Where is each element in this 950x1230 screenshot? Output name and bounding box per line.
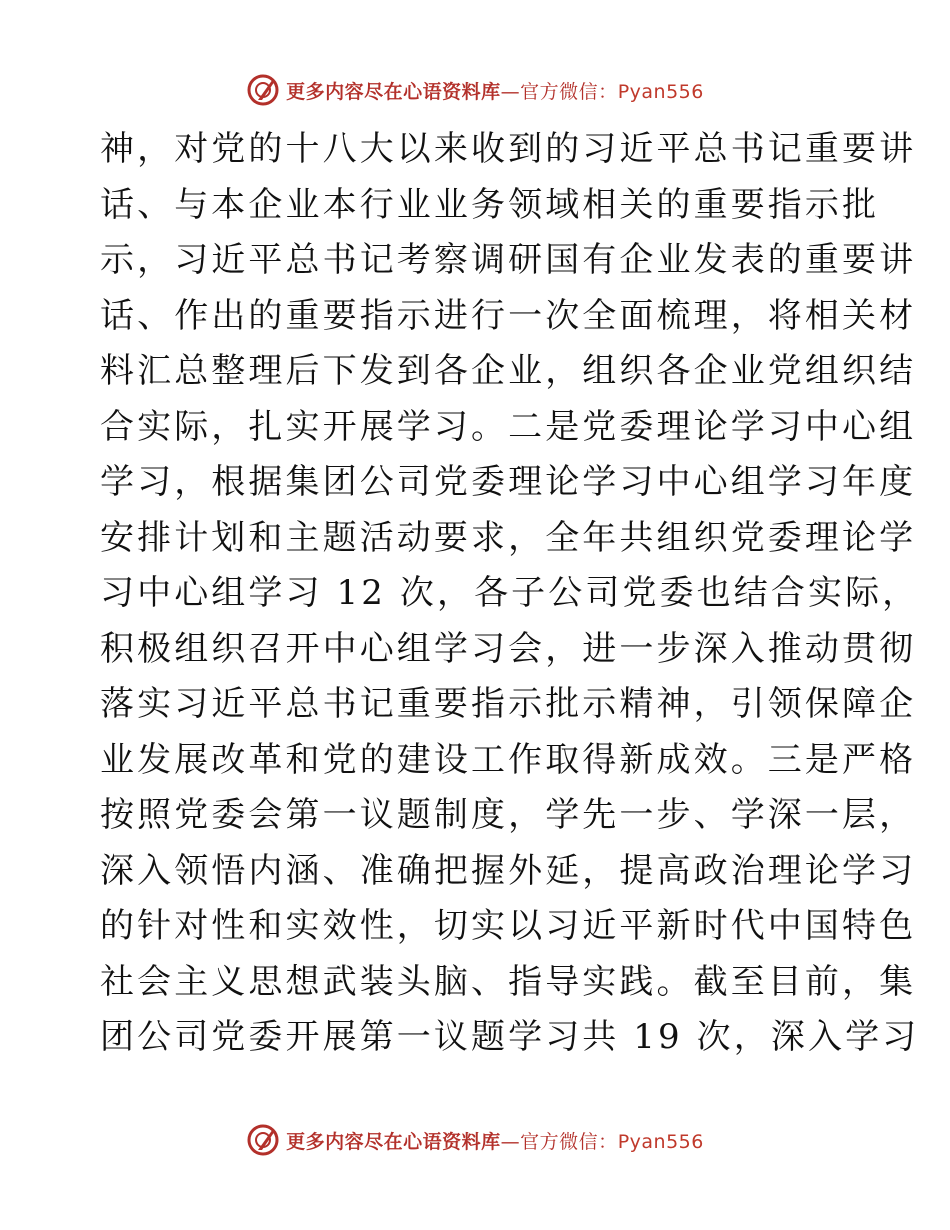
body-line: 团公司党委开展第一议题学习共 19 次，深入学习 bbox=[100, 1017, 920, 1057]
body-line: 业发展改革和党的建设工作取得新成效。三是严格 bbox=[100, 739, 917, 780]
body-line: 学习，根据集团公司党委理论学习中心组学习年度 bbox=[100, 462, 917, 502]
body-line: 积极组织召开中心组学习会，进一步深入推动贯彻 bbox=[100, 628, 917, 669]
body-line: 的针对性和实效性，切实以习近平新时代中国特色 bbox=[100, 906, 917, 946]
body-line: 话、作出的重要指示进行一次全面梳理，将相关材 bbox=[100, 295, 917, 336]
quill-pen-logo-icon bbox=[246, 1123, 280, 1157]
body-line: 习中心组学习 12 次，各子公司党委也结合实际， bbox=[100, 573, 920, 613]
header-watermark bbox=[0, 70, 950, 110]
body-line: 示，习近平总书记考察调研国有企业发表的重要讲 bbox=[100, 240, 917, 280]
watermark-id: Pyan556 bbox=[617, 80, 704, 103]
quill-pen-logo-icon bbox=[246, 73, 280, 107]
body-line: 神，对党的十八大以来收到的习近平总书记重要讲 bbox=[100, 129, 917, 169]
body-line: 落实习近平总书记重要指示批示精神，引领保障企 bbox=[100, 684, 917, 724]
document-body bbox=[100, 122, 920, 1066]
footer-watermark bbox=[0, 1120, 950, 1160]
body-line: 深入领悟内涵、准确把握外延，提高政治理论学习 bbox=[100, 850, 917, 891]
watermark-dash: — bbox=[500, 80, 521, 103]
body-line: 料汇总整理后下发到各企业，组织各企业党组织结 bbox=[100, 351, 917, 391]
body-line: 社会主义思想武装头脑、指导实践。截至目前，集 bbox=[100, 961, 917, 1002]
watermark-dash: — bbox=[500, 1130, 521, 1153]
body-line: 话、与本企业本行业业务领域相关的重要指示批 bbox=[100, 184, 880, 225]
watermark-label: 官方微信： bbox=[520, 1130, 618, 1153]
watermark-main: 更多内容尽在心语资料库 bbox=[286, 1130, 501, 1153]
body-line: 按照党委会第一议题制度，学先一步、学深一层， bbox=[100, 795, 917, 835]
watermark-text bbox=[286, 77, 704, 104]
watermark-id: Pyan556 bbox=[617, 1130, 704, 1153]
watermark-text bbox=[286, 1127, 704, 1154]
body-line: 合实际，扎实开展学习。二是党委理论学习中心组 bbox=[100, 406, 917, 447]
body-line: 安排计划和主题活动要求，全年共组织党委理论学 bbox=[100, 517, 917, 558]
watermark-label: 官方微信： bbox=[520, 80, 618, 103]
watermark-main: 更多内容尽在心语资料库 bbox=[286, 80, 501, 103]
